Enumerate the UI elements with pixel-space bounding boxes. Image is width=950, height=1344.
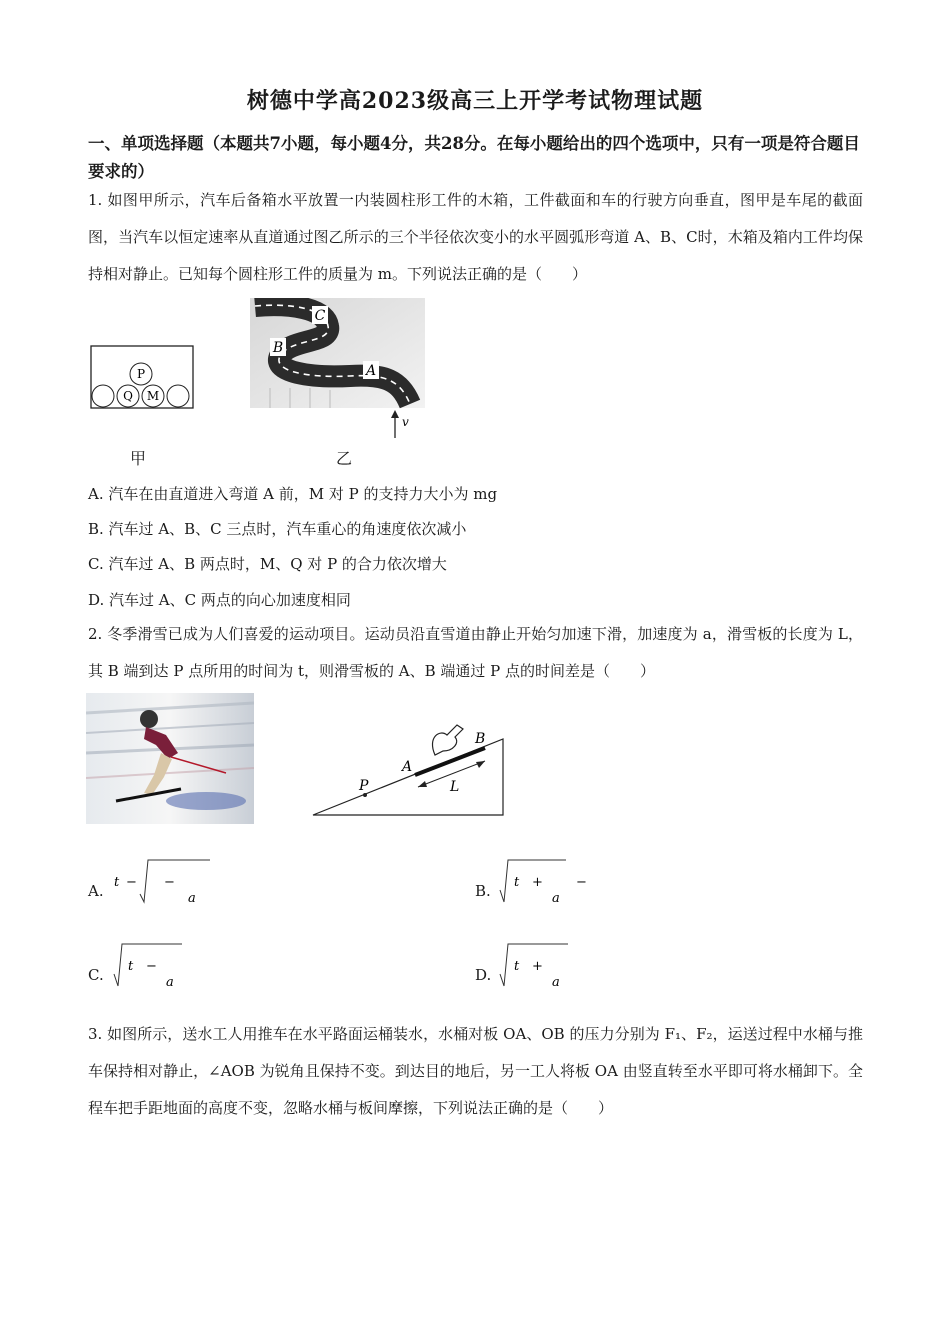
q2-option-b-formula[interactable] <box>496 856 606 906</box>
label-l: L <box>450 779 460 795</box>
cylinder-right <box>167 385 189 407</box>
formula-plus: + <box>532 875 543 890</box>
q2-option-d-formula[interactable] <box>496 940 606 990</box>
velocity-arrowhead <box>391 410 399 418</box>
page-title: 树德中学高2023级高三上开学考试物理试题 <box>246 88 704 114</box>
length-arrowhead-left <box>418 781 427 787</box>
figure-jia-caption: 甲 <box>130 449 147 468</box>
label-c: C <box>314 308 326 324</box>
formula-t: t <box>114 875 120 890</box>
q2-option-d-letter[interactable]: D. <box>475 966 492 984</box>
formula-t: t <box>514 875 520 890</box>
figure-jia <box>88 340 198 415</box>
label-v: v <box>402 415 409 429</box>
label-b: B <box>272 340 284 356</box>
skier-helmet <box>140 710 158 728</box>
formula-t: t <box>128 959 134 974</box>
q1-option-b[interactable]: B. 汽车过 A、B、C 三点时，汽车重心的角速度依次减小 <box>88 520 467 538</box>
skier-outline <box>432 725 463 755</box>
q2-option-b-expr: √ <box>620 882 621 883</box>
length-arrowhead-right <box>476 761 485 768</box>
q2-option-a-formula[interactable] <box>110 856 220 906</box>
skier-shadow <box>166 792 246 810</box>
formula-a: a <box>552 975 560 990</box>
q1-option-a[interactable]: A. 汽车在由直道进入弯道 A 前，M 对 P 的支持力大小为 mg <box>88 485 498 503</box>
question-2-text: 2. 冬季滑雪已成为人们喜爱的运动项目。运动员沿直雪道由静止开始匀加速下滑，加速度为 a，滑雪板的长度为 L，其 B 端到达 P 点所用的时间为 t，则滑雪板的 A、B 端通过 P 点的时间差是（ ） <box>88 625 863 680</box>
formula-t: t <box>514 959 520 974</box>
skier-photo <box>86 693 254 824</box>
q2-option-c-formula[interactable] <box>110 940 220 990</box>
formula-a: a <box>166 975 174 990</box>
label-b: B <box>475 731 486 747</box>
figure-yi-road <box>250 298 430 443</box>
label-m: M <box>146 389 160 403</box>
q2-option-c-expr: √ <box>230 966 231 967</box>
formula-a: a <box>188 891 196 906</box>
cylinder-left <box>92 385 114 407</box>
formula-minus: − <box>146 959 157 974</box>
q1-option-d[interactable]: D. 汽车过 A、C 两点的向心加速度相同 <box>88 591 351 609</box>
q2-option-a-letter[interactable]: A. <box>88 882 104 900</box>
snowboard <box>415 748 485 775</box>
q2-option-a-expr: t <box>230 882 231 883</box>
formula-a: a <box>552 891 560 906</box>
label-a: A <box>365 363 377 379</box>
question-1-text: 1. 如图甲所示，汽车后备箱水平放置一内装圆柱形工件的木箱，工件截面和车的行驶方向垂直，图甲是车尾的截面图，当汽车以恒定速率从直道通过图乙所示的三个半径依次变小的水平圆弧形弯道 A、B、C时，木箱及箱内工件均保持相对静止。已知每个圆柱形工件的质量为 m。下列说法正确的是（ ） <box>88 191 863 283</box>
q1-option-c[interactable]: C. 汽车过 A、B 两点时，M、Q 对 P 的合力依次增大 <box>88 555 447 573</box>
formula-minus: − <box>576 875 587 890</box>
formula-minus: − <box>164 875 175 890</box>
label-p: P <box>136 367 146 381</box>
math-2l: 2L <box>300 990 301 991</box>
formula-minus: − <box>126 875 137 890</box>
slope-diagram <box>305 715 510 820</box>
label-a: A <box>402 759 413 775</box>
q2-option-b-letter[interactable]: B. <box>475 882 491 900</box>
question-3-text: 3. 如图所示，送水工人用推车在水平路面运桶装水，水桶对板 OA、OB 的压力分别为 F₁、F₂，运送过程中水桶与推车保持相对静止，∠AOB 为锐角且保持不变。到达目的地后，另一工人将板 OA 由竖直转至水平即可将水桶卸下。全程车把手距地面的高度不变，忽略水桶与板间摩擦，下列说法正确的是（ ） <box>88 1025 863 1117</box>
formula-plus: + <box>532 959 543 974</box>
section-heading: 一、单项选择题（本题共7小题，每小题4分，共28分。在每小题给出的四个选项中，只有一项是符合题目要求的） <box>88 134 860 181</box>
radical-sign <box>140 860 210 902</box>
q2-option-c-letter[interactable]: C. <box>88 966 104 984</box>
figure-yi-caption: 乙 <box>336 449 353 468</box>
label-q: Q <box>123 389 133 403</box>
label-p: P <box>359 778 369 794</box>
q2-option-d-expr: √ <box>620 966 621 967</box>
